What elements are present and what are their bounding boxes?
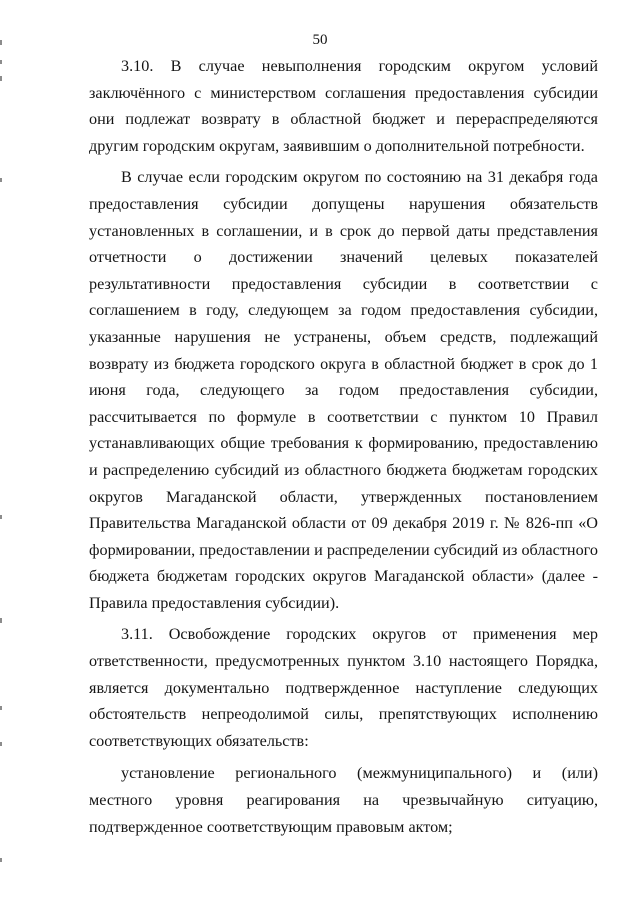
document-body [89,53,598,840]
paragraph-3-11-item: установление регионального (межмуниципального) и (или) местного уровня реагирования на чрезвычайную ситуацию, подтвержденное соответствующим правовым актом; [89,764,598,836]
paragraph-3-10: 3.10. В случае невыполнения городским округом условий заключённого с министерством соглашения предоставления субсидии они подлежат возврату в областной бюджет и перераспределяются другим городским округам, заявившим о дополнительной потребности. [89,57,598,155]
page-number: 50 [312,32,328,48]
paragraph-3-10-continuation: В случае если городским округом по состоянию на 31 декабря года предоставления субсидии допущены нарушения обязательств установленных в соглашении, и в срок до первой даты представления отчетности о достижении значений целевых показателей результативности предоставления субсидии в соответствии с соглашением в году, следующем за годом предоставления субсидии, указанные нарушения не устранены, объем средств, подлежащий возврату из бюджета городского округа в областной бюджет в срок до 1 июня года, следующего за годом предоставления субсидии, рассчитывается по формуле в соответствии с пунктом 10 Правил устанавливающих общие требования к формированию, предоставлению и распределению субсидий из областного бюджета бюджетам городских округов Магаданской области, утвержденных постановлением Правительства Магаданской области от 09 декабря 2019 г. № 826-пп «О формировании, предоставлении и распределении субсидий из областного бюджета бюджетам городских округов Магаданской области» (далее - Правила предоставления субсидии). [89,168,598,612]
paragraph-3-11: 3.11. Освобождение городских округов от применения мер ответственности, предусмотренных пунктом 3.10 настоящего Порядка, является документально подтвержденное наступление следующих обстоятельств непреодолимой силы, препятствующих исполнению соответствующих обязательств: [89,625,598,750]
